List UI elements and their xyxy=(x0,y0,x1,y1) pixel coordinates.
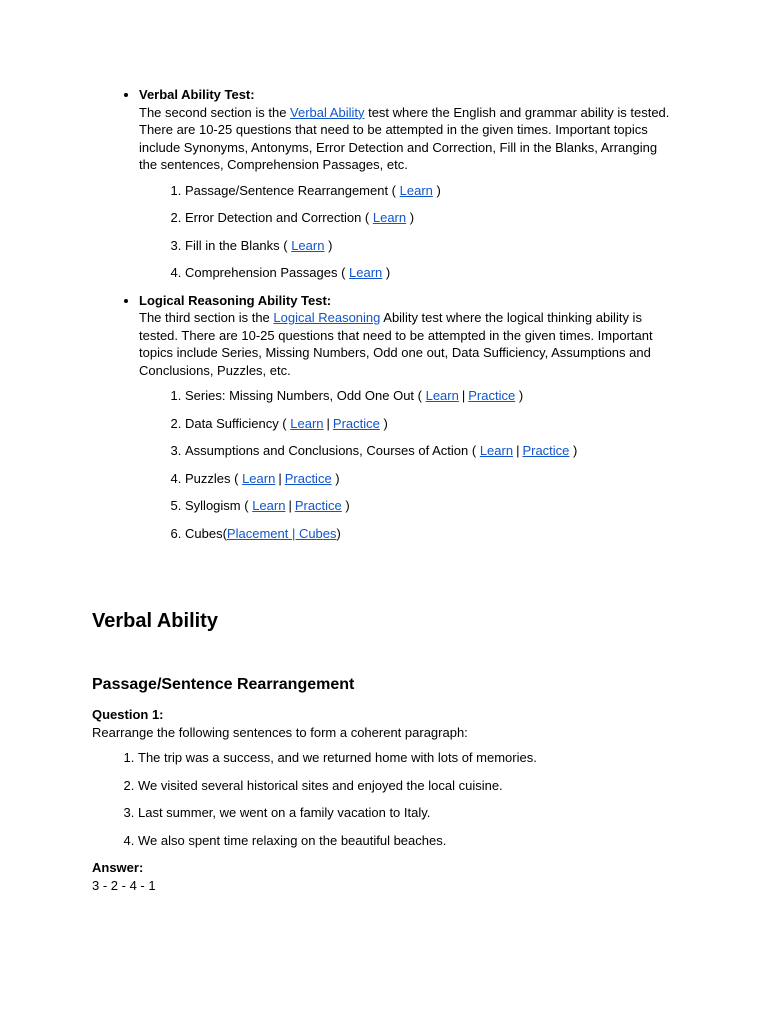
test-sections-list xyxy=(92,86,676,542)
list-item: 4. We also spent time relaxing on the beautiful beaches. xyxy=(138,832,676,850)
list-item: 6. Cubes(Placement | Cubes) xyxy=(185,525,676,543)
link-separator: | xyxy=(516,443,520,458)
list-item: 2. Data Sufficiency ( Learn | Practice ) xyxy=(185,415,676,433)
practice-link[interactable]: Practice xyxy=(468,388,516,403)
logical-reasoning-link[interactable]: Logical Reasoning xyxy=(273,310,381,325)
sentence-list xyxy=(92,749,676,849)
practice-link[interactable]: Practice xyxy=(284,470,332,486)
learn-link[interactable]: Learn xyxy=(425,388,459,403)
list-item: 4. Puzzles ( Learn | Practice ) xyxy=(185,470,676,488)
placement-cubes-link[interactable]: Placement | Cubes xyxy=(226,525,337,541)
question-prompt: Rearrange the following sentences to form a coherent paragraph: xyxy=(92,724,468,740)
list-item: 5. Syllogism ( Learn | Practice ) xyxy=(185,497,676,515)
answer-label: Answer: xyxy=(92,860,144,875)
question-label: Question 1: xyxy=(92,707,164,722)
verbal-ability-test-item xyxy=(139,86,676,282)
logical-topics-list xyxy=(139,387,676,542)
learn-link[interactable]: Learn xyxy=(290,415,324,431)
practice-link[interactable]: Practice xyxy=(294,498,342,513)
link-separator: | xyxy=(326,415,330,431)
logical-test-title: • Logical Reasoning Ability Test: xyxy=(139,292,332,308)
verbal-topics-list xyxy=(139,182,676,282)
list-item: 3. Last summer, we went on a family vacation to Italy. xyxy=(138,804,676,822)
learn-link[interactable]: Learn xyxy=(291,237,325,253)
list-item: 2. Error Detection and Correction ( Learn ) xyxy=(185,209,676,227)
learn-link[interactable]: Learn xyxy=(479,443,514,458)
verbal-test-title: • Verbal Ability Test: xyxy=(139,87,255,102)
section-heading: Verbal Ability xyxy=(92,610,218,632)
learn-link[interactable]: Learn xyxy=(399,182,433,198)
learn-link[interactable]: Learn xyxy=(372,210,407,225)
subsection-heading: Passage/Sentence Rearrangement xyxy=(92,676,355,693)
list-item: 1. Passage/Sentence Rearrangement ( Learn ) xyxy=(185,182,676,200)
learn-link[interactable]: Learn xyxy=(242,470,276,486)
list-item: 3. Assumptions and Conclusions, Courses of Action ( Learn | Practice ) xyxy=(185,442,676,460)
practice-link[interactable]: Practice xyxy=(522,443,570,458)
answer-value: 3 - 2 - 4 - 1 xyxy=(92,877,156,893)
verbal-test-description: The second section is the Verbal Ability test where the English and grammar ability is tested. There are 10-25 questions that need to be attempted in the given times. Important topics include Synonyms, Antonyms, Error Detection and Correction, Fill in the Blanks, Arranging the sentences, Comprehension Passages, etc. xyxy=(139,104,670,172)
list-item: 1. Series: Missing Numbers, Odd One Out ( Learn | Practice ) xyxy=(185,387,676,405)
link-separator: | xyxy=(288,498,292,513)
link-separator: | xyxy=(461,388,466,403)
list-item: 2. We visited several historical sites and enjoyed the local cuisine. xyxy=(138,777,676,795)
list-item: 1. The trip was a success, and we returned home with lots of memories. xyxy=(138,749,676,767)
verbal-ability-link[interactable]: Verbal Ability xyxy=(290,104,365,120)
logical-test-description: The third section is the Logical Reasoning Ability test where the logical thinking ability is tested. There are 10-25 questions that need to be attempted in the given times. Important topics include Series, Missing Numbers, Odd one out, Data Sufficiency, Assumptions and Conclusions, Puzzles, etc. xyxy=(139,310,653,378)
learn-link[interactable]: Learn xyxy=(252,498,286,513)
practice-link[interactable]: Practice xyxy=(332,415,380,431)
learn-link[interactable]: Learn xyxy=(349,265,383,280)
link-separator: | xyxy=(278,470,282,486)
logical-reasoning-test-item xyxy=(139,292,676,543)
list-item: 4. Comprehension Passages ( Learn ) xyxy=(185,264,676,282)
list-item: 3. Fill in the Blanks ( Learn ) xyxy=(185,237,676,255)
